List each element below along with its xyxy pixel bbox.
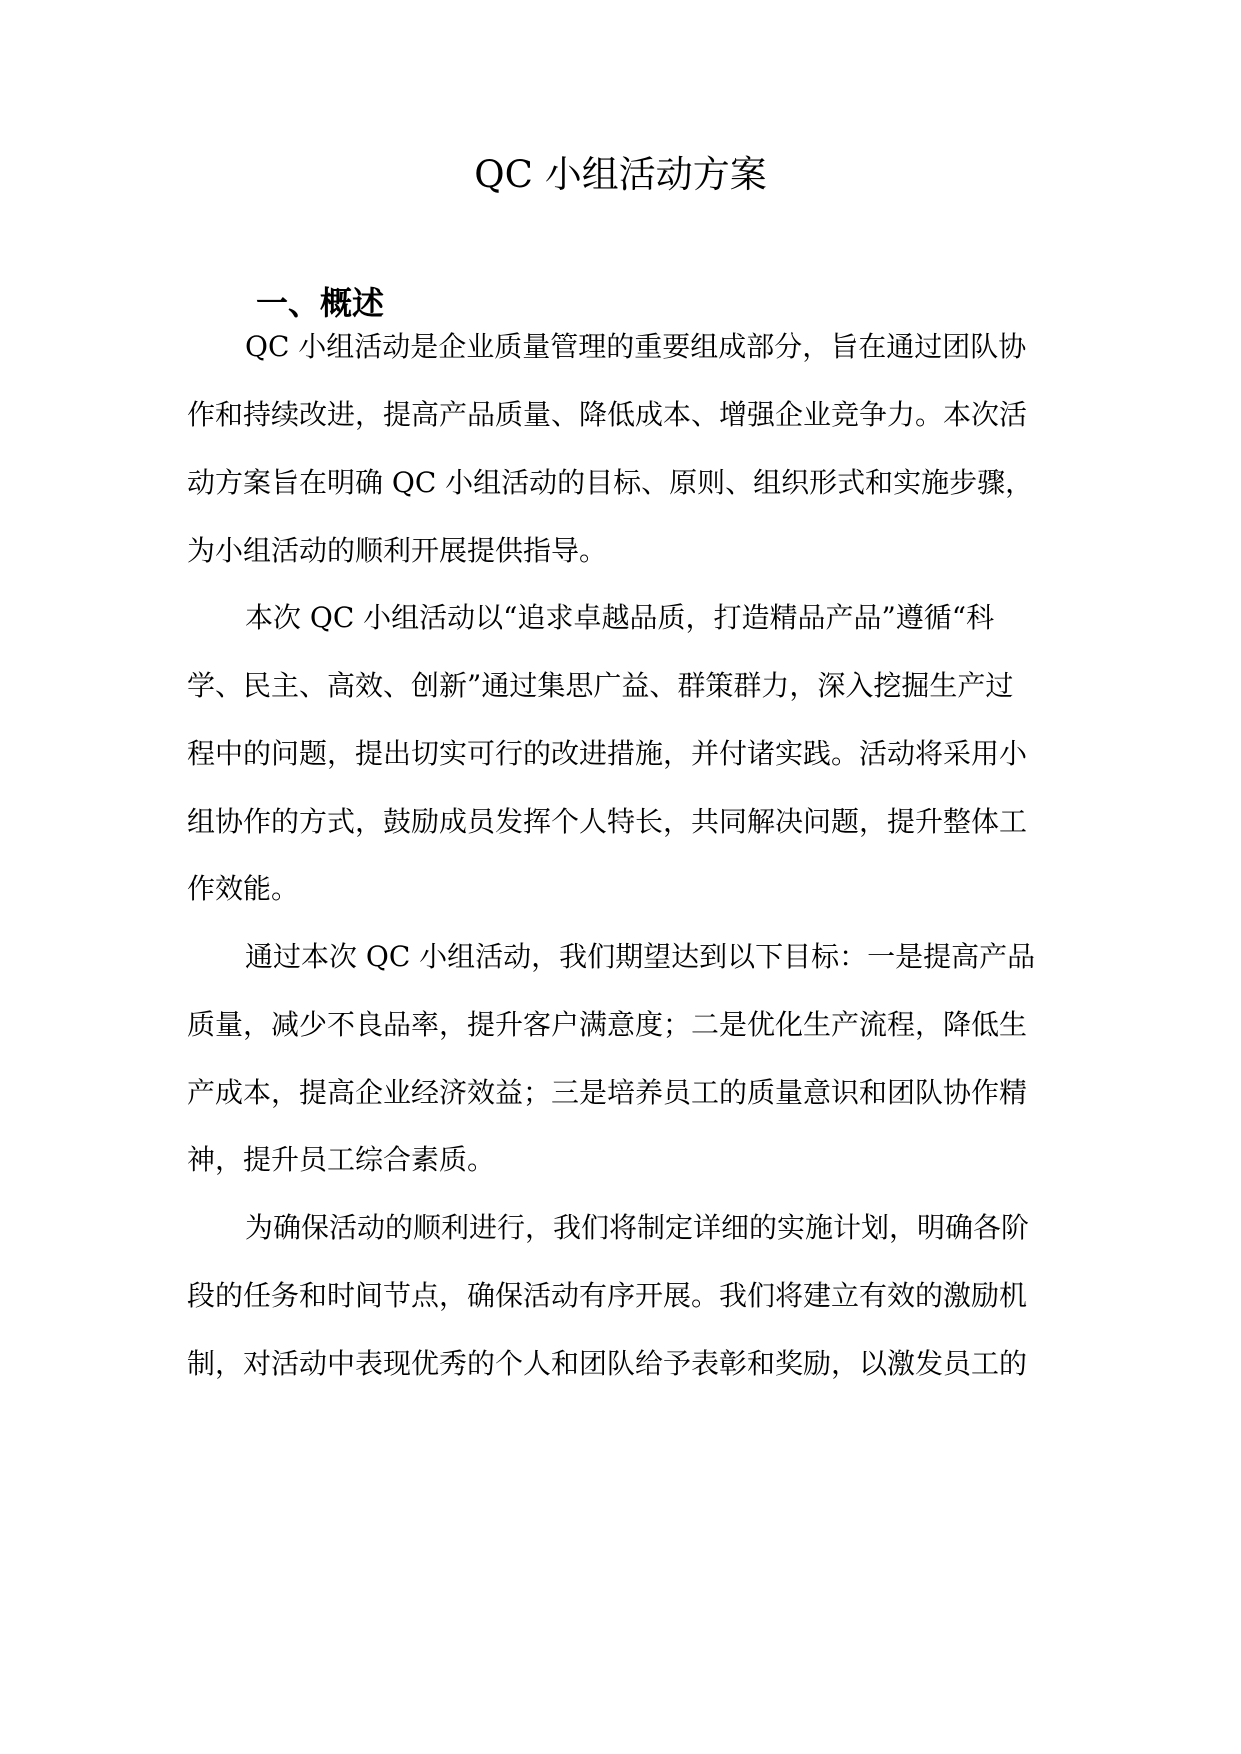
paragraph-line: 学、民主、高效、创新”通过集思广益、群策群力，深入挖掘生产过 <box>187 669 1014 702</box>
document-title: QC 小组活动方案 <box>474 153 767 196</box>
paragraph-line: 组协作的方式，鼓励成员发挥个人特长，共同解决问题，提升整体工 <box>187 805 1028 838</box>
paragraph-line: 质量，减少不良品率，提升客户满意度；二是优化生产流程，降低生 <box>187 1008 1028 1041</box>
paragraph-line: QC 小组活动是企业质量管理的重要组成部分，旨在通过团队协 <box>245 330 1027 363</box>
paragraph-line: 神，提升员工综合素质。 <box>187 1143 496 1176</box>
paragraph-line: 段的任务和时间节点，确保活动有序开展。我们将建立有效的激励机 <box>187 1279 1028 1312</box>
paragraph-line: 为确保活动的顺利进行，我们将制定详细的实施计划，明确各阶 <box>245 1211 1030 1244</box>
paragraph-line: 通过本次 QC 小组活动，我们期望达到以下目标：一是提高产品 <box>245 940 1036 973</box>
paragraph-line: 作和持续改进，提高产品质量、降低成本、增强企业竞争力。本次活 <box>187 398 1028 431</box>
paragraph-line: 动方案旨在明确 QC 小组活动的目标、原则、组织形式和实施步骤， <box>187 466 1034 499</box>
paragraph-line: 制，对活动中表现优秀的个人和团队给予表彰和奖励，以激发员工的 <box>187 1347 1028 1380</box>
paragraph-line: 本次 QC 小组活动以“追求卓越品质，打造精品产品”遵循“科 <box>245 601 995 634</box>
section-heading-overview: 一、概述 <box>256 284 385 322</box>
paragraph-line: 程中的问题，提出切实可行的改进措施，并付诸实践。活动将采用小 <box>187 737 1028 770</box>
paragraph-line: 为小组活动的顺利开展提供指导。 <box>187 534 608 567</box>
paragraph-line: 作效能。 <box>187 872 300 905</box>
paragraph-line: 产成本，提高企业经济效益；三是培养员工的质量意识和团队协作精 <box>187 1076 1028 1109</box>
